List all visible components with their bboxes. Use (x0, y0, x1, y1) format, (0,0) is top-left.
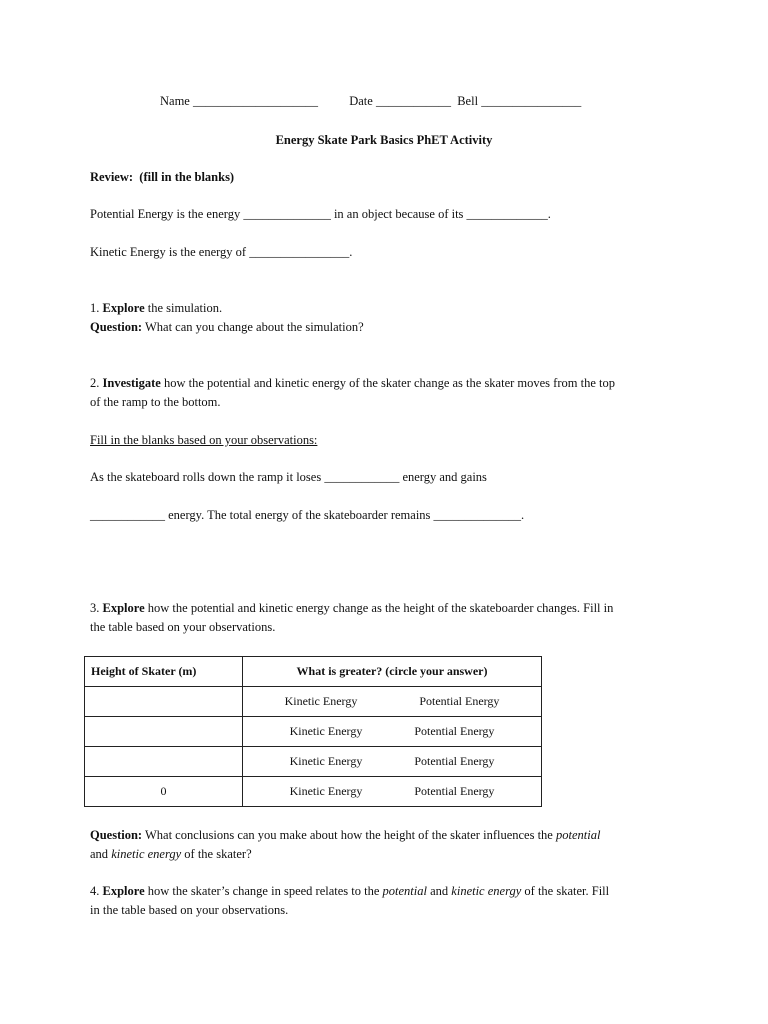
bell-label: Bell (457, 94, 479, 108)
q2-number: 2. (90, 376, 100, 390)
review-heading: Review: (fill in the blanks) (90, 170, 235, 184)
q4-italic1: potential (382, 884, 427, 898)
q1-verb: Explore (102, 301, 145, 315)
q3-rest: how the potential and kinetic energy change as the height of the skateboarder changes. Fill in (144, 601, 614, 615)
table-header-row (85, 657, 542, 687)
table-row (85, 747, 542, 777)
q3-question-and: and (90, 847, 112, 861)
potential-energy-option[interactable]: Potential Energy (414, 784, 495, 798)
q1-line (90, 299, 222, 317)
q2-rest: how the potential and kinetic energy of the skater change as the skater moves from the top (160, 376, 615, 390)
q2-line2: of the ramp to the bottom. (90, 395, 221, 409)
q4-number: 4. (90, 884, 100, 898)
q3-number: 3. (90, 601, 100, 615)
q3-question-italic1: potential (555, 828, 601, 842)
q2-line1 (90, 374, 615, 392)
q3-question-rest: of the skater? (181, 847, 252, 861)
q4-verb: Explore (102, 884, 145, 898)
page-title: Energy Skate Park Basics PhET Activity (275, 133, 493, 147)
height-cell[interactable] (85, 687, 243, 717)
q3-question-italic2: kinetic energy (111, 847, 182, 861)
table-row (85, 687, 542, 717)
kinetic-energy-sentence: Kinetic Energy is the energy of ________________. (90, 245, 353, 259)
date-label: Date (349, 94, 373, 108)
height-cell[interactable]: 0 (85, 777, 243, 807)
kinetic-energy-option[interactable]: Kinetic Energy (289, 754, 363, 768)
q3-line2: the table based on your observations. (90, 620, 276, 634)
table-row (85, 717, 542, 747)
q1-question (90, 318, 364, 336)
q2-fill-heading: Fill in the blanks based on your observations: (90, 433, 318, 447)
q4-italic2: kinetic energy (451, 884, 522, 898)
q3-question-label: Question: (90, 828, 143, 842)
q2-sentence2: ____________ energy. The total energy of the skateboarder remains ______________. (90, 508, 525, 522)
q1-question-text: What can you change about the simulation? (142, 320, 364, 334)
height-energy-table (84, 656, 542, 807)
q3-question-line1 (90, 826, 600, 844)
potential-energy-option[interactable]: Potential Energy (414, 754, 495, 768)
height-cell[interactable] (85, 747, 243, 777)
header-line (160, 92, 581, 110)
potential-energy-sentence: Potential Energy is the energy ______________ in an object because of its _____________. (90, 207, 551, 221)
table-header-height: Height of Skater (m) (85, 657, 243, 687)
q1-number: 1. (90, 301, 100, 315)
q4-text2: of the skater. Fill (521, 884, 610, 898)
q2-verb: Investigate (102, 376, 161, 390)
q4-text1: how the skater’s change in speed relates to the (144, 884, 383, 898)
q1-rest: the simulation. (144, 301, 223, 315)
kinetic-energy-option[interactable]: Kinetic Energy (289, 784, 363, 798)
potential-energy-option[interactable]: Potential Energy (414, 724, 495, 738)
date-blank[interactable]: ____________ (375, 94, 451, 108)
q3-question-text: What conclusions can you make about how the height of the skater influences the (142, 828, 556, 842)
table-header-greater: What is greater? (circle your answer) (243, 657, 542, 687)
name-label: Name (160, 94, 190, 108)
name-blank[interactable]: ____________________ (192, 94, 318, 108)
bell-blank[interactable]: ________________ (481, 94, 582, 108)
q4-and: and (426, 884, 452, 898)
q2-sentence1: As the skateboard rolls down the ramp it loses ____________ energy and gains (90, 470, 487, 484)
kinetic-energy-option[interactable]: Kinetic Energy (284, 694, 358, 708)
q3-question-line2 (90, 845, 252, 863)
q4-line1 (90, 882, 609, 900)
kinetic-energy-option[interactable]: Kinetic Energy (289, 724, 363, 738)
q1-question-label: Question: (90, 320, 143, 334)
q3-line1 (90, 599, 613, 617)
potential-energy-option[interactable]: Potential Energy (419, 694, 500, 708)
table-row (85, 777, 542, 807)
height-cell[interactable] (85, 717, 243, 747)
q4-line2: in the table based on your observations. (90, 903, 289, 917)
q3-verb: Explore (102, 601, 145, 615)
